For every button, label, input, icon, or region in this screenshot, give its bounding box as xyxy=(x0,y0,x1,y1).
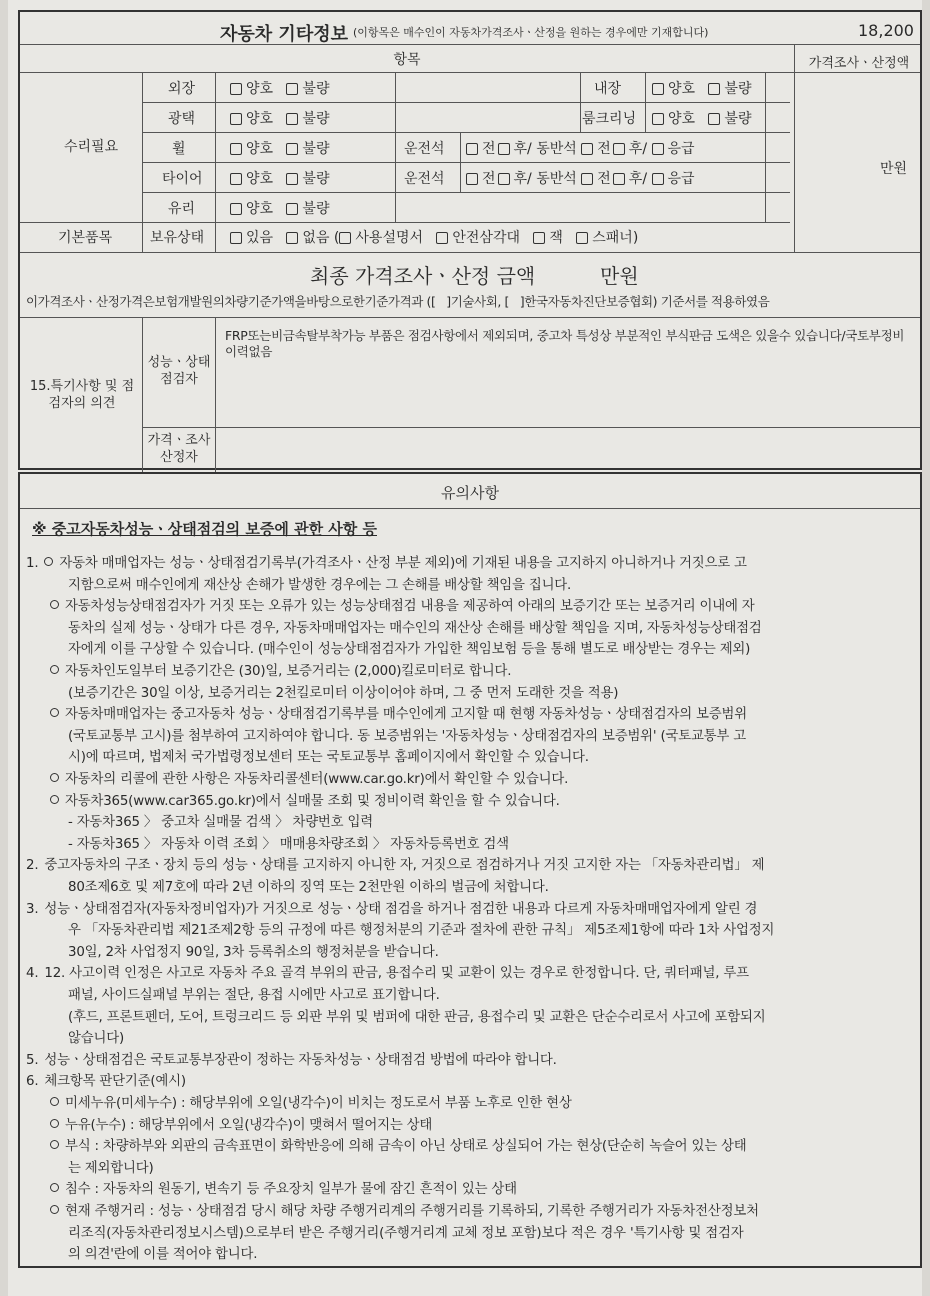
checkbox[interactable] xyxy=(230,232,242,244)
checkbox[interactable] xyxy=(652,173,664,185)
line-text: (국토교통부 고시)를 첨부하여 고지하여야 합니다. 동 보증범위는 '자동차성능ㆍ상태점검자의 보증범위' (국토교통부 고 xyxy=(68,728,746,744)
precaution-line xyxy=(50,1114,432,1133)
inspector-label: 성능ㆍ상태 점검자 xyxy=(147,355,211,387)
row-label-wheel: 휠 xyxy=(172,141,186,157)
price-person-label: 가격ㆍ조사 산정자 xyxy=(147,433,211,465)
checkbox[interactable] xyxy=(533,232,545,244)
precaution-line xyxy=(50,595,755,614)
line-text: 않습니다) xyxy=(68,1031,124,1047)
vehicle-other-info-table xyxy=(18,10,922,470)
line-text: 패널, 사이드실패널 부위는 절단, 용접 시에만 사고로 표기합니다. xyxy=(68,988,440,1003)
precaution-line xyxy=(50,1092,572,1111)
checkbox[interactable] xyxy=(230,113,242,125)
precaution-line xyxy=(68,1006,765,1025)
line-number: 3. xyxy=(26,901,39,917)
checkbox[interactable] xyxy=(286,113,298,125)
section-subtitle: (이항목은 매수인이 자동차가격조사ㆍ산정을 원하는 경우에만 기재합니다) xyxy=(353,26,709,39)
line-text: 미세누유(미세누수) : 해당부위에 오일(냉각수)이 비치는 정도로서 부품 노후로 인한 현상 xyxy=(65,1096,572,1111)
price-column-header: 가격조사ㆍ산정액 xyxy=(808,56,910,71)
final-price-label: 최종 가격조사ㆍ산정 금액 xyxy=(310,264,536,288)
line-text: 80조제6호 및 제7호에 따라 2년 이하의 징역 또는 2천만원 이하의 벌금에 처합니다. xyxy=(68,880,549,895)
bullet-icon xyxy=(50,1183,59,1192)
bullet-icon xyxy=(44,557,53,566)
line-text: 우 「자동차관리법 제21조제2항 등의 규정에 따른 행정처분의 기준과 절차에 관한 규칙」 제5조제1항에 따라 1차 사업정지 xyxy=(68,923,775,939)
checkbox[interactable] xyxy=(286,143,298,155)
bullet-icon xyxy=(50,1097,59,1106)
final-price-unit: 만원 xyxy=(600,264,639,288)
final-price-note: 이가격조사ㆍ산정가격은보험개발원의차량기준가액을바탕으로한기준가격과 ([ ]기술사회, [ ]한국자동차진단보증협회) 기준서를 적용하였음 xyxy=(26,294,770,309)
precaution-line xyxy=(50,1178,517,1197)
checkbox[interactable] xyxy=(581,143,593,155)
checkbox[interactable] xyxy=(708,113,720,125)
wheel-seat-options: 전 후/ 동반석 전 후/ 응급 xyxy=(466,138,695,158)
precaution-line xyxy=(68,1157,154,1176)
line-text: 시)에 따르며, 법제처 국가법령정보센터 또는 국토교통부 홈페이지에서 확인할 수 있습니다. xyxy=(68,750,589,766)
precaution-line xyxy=(68,574,571,593)
line-text: 누유(누수) : 해당부위에서 오일(냉각수)이 맺혀서 떨어지는 상태 xyxy=(65,1117,433,1133)
basic-items-options: 있음 없음 ( 사용설명서 안전삼각대 잭 스패너) xyxy=(230,227,638,247)
line-text: 자동차 매매업자는 성능ㆍ상태점검기록부(가격조사ㆍ산정 부분 제외)에 기재된 내용을 고지하지 아니하거나 거짓으로 고 xyxy=(59,556,747,571)
precaution-line xyxy=(68,638,750,657)
line-text: 중고자동차의 구조ㆍ장치 등의 성능ㆍ상태를 고지하지 아니한 자, 거짓으로 점검하거나 거짓 고지한 자는 「자동차관리법」 제 xyxy=(44,858,765,874)
checkbox[interactable] xyxy=(230,143,242,155)
checkbox[interactable] xyxy=(498,173,510,185)
repair-group-label: 수리필요 xyxy=(64,139,119,155)
basic-items-label: 기본품목 xyxy=(58,230,113,246)
precaution-line xyxy=(68,941,439,960)
checkbox[interactable] xyxy=(613,173,625,185)
precaution-line xyxy=(50,768,568,787)
precaution-line xyxy=(26,898,757,917)
row-label-exterior: 외장 xyxy=(168,81,196,97)
line-text: - 자동차365 〉 중고차 실매물 검색 〉 차량번호 입력 xyxy=(68,815,373,831)
precaution-line xyxy=(26,962,749,981)
precautions-section xyxy=(18,472,922,1268)
line-text: 체크항목 판단기준(예시) xyxy=(44,1074,186,1090)
line-text: 자동차365(www.car365.go.kr)에서 실매물 조회 및 정비이력 확인을 할 수 있습니다. xyxy=(65,793,560,809)
checkbox[interactable] xyxy=(230,173,242,185)
checkbox[interactable] xyxy=(708,83,720,95)
line-text: 지함으로써 매수인에게 재산상 손해가 발생한 경우에는 그 손해를 배상할 책임을 집니다. xyxy=(68,577,572,593)
interior-options: 양호 불량 xyxy=(652,78,751,98)
row-label-polish: 광택 xyxy=(168,111,196,127)
room-cleaning-options: 양호 불량 xyxy=(652,108,751,128)
inspector-opinion: FRP또는비금속탈부착가능 부품은 점검사항에서 제외되며, 중고차 특성상 부분적인 부식판금 도색은 있을수 있습니다/국토부정비이력없음 xyxy=(225,328,905,359)
precaution-line xyxy=(26,1049,557,1068)
precaution-line xyxy=(68,984,440,1003)
precaution-line xyxy=(68,919,774,938)
checkbox[interactable] xyxy=(576,232,588,244)
tire-seat-options: 전 후/ 동반석 전 후/ 응급 xyxy=(466,168,695,188)
line-text: 성능ㆍ상태점검자(자동차정비업자)가 거짓으로 성능ㆍ상태 점검을 하거나 점검한 내용과 다르게 자동차매매업자에게 알린 경 xyxy=(44,901,758,917)
precaution-line xyxy=(68,1222,743,1241)
precaution-line xyxy=(50,703,747,722)
checkbox[interactable] xyxy=(466,143,478,155)
checkbox[interactable] xyxy=(339,232,351,244)
row-label-glass: 유리 xyxy=(168,201,196,217)
precaution-line xyxy=(68,746,589,765)
fee-value: 18,200 xyxy=(858,21,914,40)
checkbox[interactable] xyxy=(652,143,664,155)
line-text: (보증기간은 30일 이상, 보증거리는 2천킬로미터 이상이어야 하며, 그 중 먼저 도래한 것을 적용) xyxy=(68,685,619,701)
wheel-seat-label: 운전석 xyxy=(404,141,445,157)
checkbox[interactable] xyxy=(286,203,298,215)
precaution-line xyxy=(68,617,762,636)
line-text: 의 의견'란에 이를 적어야 합니다. xyxy=(68,1247,258,1263)
special-notes-label: 15.특기사항 및 점검자의 의견 xyxy=(29,379,135,411)
line-text: 리조직(자동차관리정보시스템)으로부터 받은 주행거리(주행거리계 교체 정보 포함)보다 적은 경우 '특기사항 및 점검자 xyxy=(68,1225,744,1241)
line-number: 4. xyxy=(26,966,39,982)
bullet-icon xyxy=(50,773,59,782)
line-text: 는 제외합니다) xyxy=(68,1160,154,1176)
section-title: 자동차 기타정보 xyxy=(220,24,348,45)
line-text: 자동차매매업자는 중고자동차 성능ㆍ상태점검기록부를 매수인에게 고지할 때 현행 자동차성능ㆍ상태점검자의 보증범위 xyxy=(65,707,747,723)
checkbox[interactable] xyxy=(230,83,242,95)
line-text: 자동차의 리콜에 관한 사항은 자동차리콜센터(www.car.go.kr)에서 확인할 수 있습니다. xyxy=(65,772,569,787)
line-number: 2. xyxy=(26,858,39,874)
line-text: 동차의 실제 성능ㆍ상태가 다른 경우, 자동차매매업자는 매수인의 재산상 손해를 배상할 책임을 지며, 자동차성능상태점검 xyxy=(68,620,762,636)
bullet-icon xyxy=(50,795,59,804)
precaution-line xyxy=(50,790,560,809)
polish-options: 양호 불량 xyxy=(230,108,329,128)
precaution-line xyxy=(68,1027,124,1046)
bullet-icon xyxy=(50,600,59,609)
bullet-icon xyxy=(50,665,59,674)
exterior-options: 양호 불량 xyxy=(230,78,329,98)
price-unit: 만원 xyxy=(880,161,908,177)
line-text: 자동차인도일부터 보증기간은 (30)일, 보증거리는 (2,000)킬로미터로 합니다. xyxy=(65,664,512,679)
precautions-heading: ※ 중고자동차성능ㆍ상태점검의 보증에 관한 사항 등 xyxy=(32,520,377,538)
form-sheet xyxy=(8,0,922,1296)
precaution-line xyxy=(68,682,618,701)
checkbox[interactable] xyxy=(613,143,625,155)
item-column-header: 항목 xyxy=(393,52,421,68)
line-number: 1. xyxy=(26,556,39,571)
precaution-line xyxy=(50,660,511,679)
line-text: 현재 주행거리 : 성능ㆍ상태점검 당시 해당 차량 주행거리계의 주행거리를 기록하되, 기록한 주행거리가 자동차전산정보처 xyxy=(65,1204,759,1219)
possession-label: 보유상태 xyxy=(150,230,205,246)
tire-seat-label: 운전석 xyxy=(404,171,445,187)
checkbox[interactable] xyxy=(581,173,593,185)
line-text: 성능ㆍ상태점검은 국토교통부장관이 정하는 자동차성능ㆍ상태점검 방법에 따라야 합니다. xyxy=(44,1052,557,1068)
precaution-line xyxy=(68,1243,257,1262)
line-text: - 자동차365 〉 자동차 이력 조회 〉 매매용차량조회 〉 자동차등록번호 검색 xyxy=(68,836,509,852)
precaution-line xyxy=(68,833,509,852)
bullet-icon xyxy=(50,1140,59,1149)
line-text: 자에게 이를 구상할 수 있습니다. (매수인이 성능상태점검자가 가입한 책임보험 등을 통해 별도로 배상받는 경우는 제외) xyxy=(68,642,751,658)
line-number: 5. xyxy=(26,1052,39,1068)
checkbox[interactable] xyxy=(466,173,478,185)
row-label-interior: 내장 xyxy=(594,81,622,97)
wheel-options: 양호 불량 xyxy=(230,138,329,158)
checkbox[interactable] xyxy=(436,232,448,244)
precaution-line xyxy=(50,1135,746,1154)
bullet-icon xyxy=(50,708,59,717)
row-label-tire: 타이어 xyxy=(162,171,203,187)
precaution-line xyxy=(26,552,747,571)
bullet-icon xyxy=(50,1119,59,1128)
line-text: 12. 사고이력 인정은 사고로 자동차 주요 골격 부위의 판금, 용접수리 및 교환이 있는 경우로 한정합니다. 단, 쿼터패널, 루프 xyxy=(44,966,749,982)
line-text: 부식 : 차량하부와 외판의 금속표면이 화학반응에 의해 금속이 아닌 상태로 상실되어 가는 현상(단순히 녹슬어 있는 상태 xyxy=(65,1139,747,1155)
precaution-line xyxy=(26,1070,186,1089)
row-label-room-cleaning: 룸크리닝 xyxy=(582,111,637,127)
glass-options: 양호 불량 xyxy=(230,198,329,218)
line-text: (후드, 프론트펜더, 도어, 트렁크리드 등 외판 부위 및 범퍼에 대한 판금, 용접수리 및 교환은 단순수리로서 사고에 포함되지 xyxy=(68,1009,766,1025)
precaution-line xyxy=(68,811,373,830)
precaution-line xyxy=(68,725,746,744)
checkbox[interactable] xyxy=(286,232,298,244)
tire-options: 양호 불량 xyxy=(230,168,329,188)
precaution-line xyxy=(68,876,549,895)
checkbox[interactable] xyxy=(652,113,664,125)
checkbox[interactable] xyxy=(230,203,242,215)
precaution-line xyxy=(50,1200,759,1219)
checkbox[interactable] xyxy=(652,83,664,95)
checkbox[interactable] xyxy=(286,83,298,95)
line-text: 자동차성능상태점검자가 거짓 또는 오류가 있는 성능상태점검 내용을 제공하여 아래의 보증기간 또는 보증거리 이내에 자 xyxy=(65,599,755,615)
line-text: 침수 : 자동차의 원동기, 변속기 등 주요장치 일부가 물에 잠긴 흔적이 있는 상태 xyxy=(65,1182,517,1198)
line-number: 6. xyxy=(26,1074,39,1090)
precautions-title: 유의사항 xyxy=(441,484,499,502)
precaution-line xyxy=(26,854,764,873)
checkbox[interactable] xyxy=(498,143,510,155)
line-text: 30일, 2차 사업정지 90일, 3차 등록취소의 행정처분을 받습니다. xyxy=(68,944,439,960)
bullet-icon xyxy=(50,1205,59,1214)
checkbox[interactable] xyxy=(286,173,298,185)
